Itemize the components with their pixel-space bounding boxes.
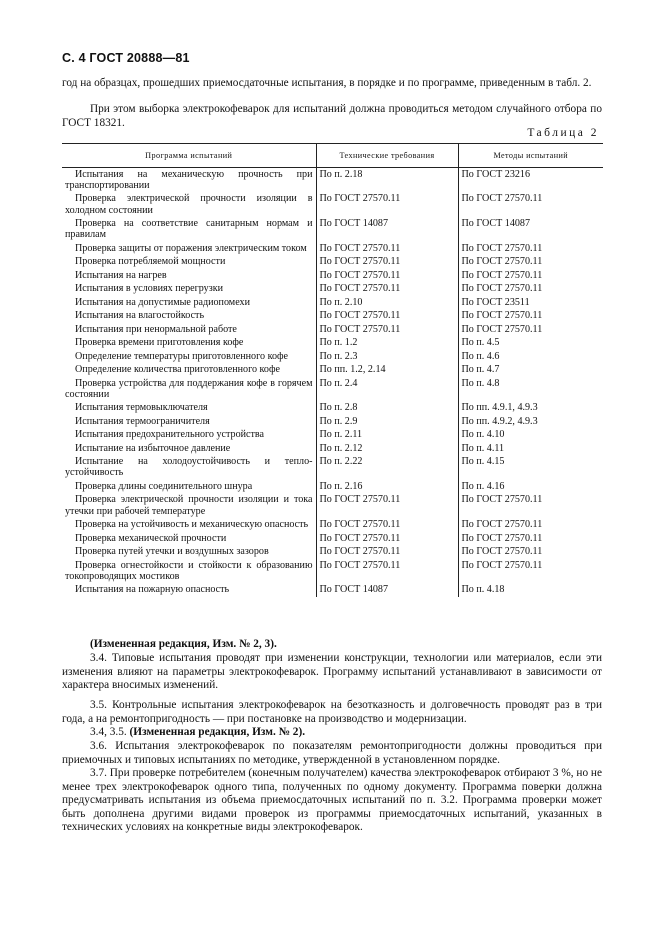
table-row — [62, 336, 603, 349]
table-row — [62, 323, 603, 336]
table-row — [62, 363, 603, 376]
table-row — [62, 193, 603, 218]
cell-method: По п. 4.7 — [458, 363, 603, 376]
cell-program: Испытание на холодоустойчивость и тепло-устойчивость — [65, 456, 313, 479]
cell-requirement: По ГОСТ 27570.11 — [316, 193, 458, 218]
cell-method: По ГОСТ 23511 — [458, 296, 603, 309]
cell-program: Испытания при ненормальной работе — [75, 323, 237, 335]
table-row — [62, 545, 603, 558]
paragraph-3-6: 3.6. Испытания электрокофеварок по показателям ремонтопригодности должны проводиться при приемочных и типовых испытаниях по методике, утвержденной в установленном порядке. — [62, 740, 602, 766]
cell-requirement: По ГОСТ 27570.11 — [316, 532, 458, 545]
amendment-note-1 — [62, 638, 602, 652]
cell-program: Проверка огнестойкости и стойкости к образованию токопроводящих мостиков — [65, 559, 313, 582]
table-row — [62, 350, 603, 363]
cell-method: По ГОСТ 27570.11 — [458, 559, 603, 584]
cell-method: По ГОСТ 27570.11 — [458, 242, 603, 255]
cell-requirement: По п. 2.18 — [316, 168, 458, 193]
intro-paragraph-1: год на образцах, прошедших приемосдаточные испытания, в порядке и по программе, приведенным в табл. 2. — [62, 77, 592, 89]
cell-program: Испытания на пожарную опасность — [75, 584, 230, 596]
intro-paragraph-2: При этом выборка электрокофеварок для испытаний должна проводиться методом случайного отбора по ГОСТ 18321. — [62, 103, 602, 129]
cell-method: По пп. 4.9.1, 4.9.3 — [458, 402, 603, 415]
cell-method: По ГОСТ 27570.11 — [458, 494, 603, 519]
cell-program: Испытания предохранительного устройства — [75, 429, 265, 441]
cell-requirement: По ГОСТ 27570.11 — [316, 256, 458, 269]
table-row — [62, 242, 603, 255]
cell-requirement: По ГОСТ 27570.11 — [316, 545, 458, 558]
cell-method: По ГОСТ 27570.11 — [458, 309, 603, 322]
paragraph-3-5: 3.5. Контрольные испытания электрокофеварок на безотказность и долговечность проводят раз в три года, а на ремонтопригодность — при постановке на производство и модернизации. — [62, 699, 602, 725]
cell-requirement: По ГОСТ 14087 — [316, 217, 458, 242]
cell-program: Испытание на избыточное давление — [75, 442, 231, 454]
cell-method: По п. 4.6 — [458, 350, 603, 363]
table-row — [62, 256, 603, 269]
cell-method: По ГОСТ 27570.11 — [458, 193, 603, 218]
table-row — [62, 480, 603, 493]
table-row — [62, 402, 603, 415]
table-row — [62, 296, 603, 309]
cell-program: Испытания термоограничителя — [75, 415, 210, 427]
cell-requirement: По ГОСТ 27570.11 — [316, 559, 458, 584]
cell-program: Испытания на механическую прочность при транспортировании — [65, 168, 313, 191]
cell-method: По ГОСТ 27570.11 — [458, 545, 603, 558]
cell-method: По п. 4.10 — [458, 429, 603, 442]
cell-program: Проверка электрической прочности изоляции и тока утечки при рабочей температуре — [65, 494, 313, 517]
cell-requirement: По п. 2.8 — [316, 402, 458, 415]
paragraph-3-7: 3.7. При проверке потребителем (конечным получателем) качества электрокофеварок отбирают 3 %, но не менее трех электрокофеварок одного типа, полученных по одному документу. Программа поверки должна предусматривать испытания из объема приемосдаточных испытаний по п. 3.2. Программа проверки может быть дополнена другими видами проверок из программы приемосдаточных испытаний, указанных в технических условиях на конкретные виды электрокофеварок. — [62, 767, 602, 833]
table-row — [62, 559, 603, 584]
cell-requirement: По п. 2.3 — [316, 350, 458, 363]
cell-method: По ГОСТ 27570.11 — [458, 256, 603, 269]
cell-method: По ГОСТ 14087 — [458, 217, 603, 242]
table-body — [62, 168, 603, 598]
cell-program: Проверка электрической прочности изоляции в холодном состоянии — [65, 193, 313, 216]
table-row — [62, 456, 603, 481]
cell-program: Проверка путей утечки и воздушных зазоров — [75, 546, 269, 558]
cell-requirement: По ГОСТ 14087 — [316, 584, 458, 597]
cell-program: Испытания на влагостойкость — [75, 310, 205, 322]
cell-method: По ГОСТ 27570.11 — [458, 269, 603, 282]
cell-requirement: По п. 2.10 — [316, 296, 458, 309]
cell-method: По ГОСТ 27570.11 — [458, 323, 603, 336]
cell-method: По п. 4.8 — [458, 377, 603, 402]
amendment-text-2: (Измененная редакция, Изм. № 2). — [129, 726, 306, 738]
header-program: Программа испытаний — [62, 144, 316, 168]
amendment-note-2 — [62, 726, 602, 740]
cell-requirement: По пп. 1.2, 2.14 — [316, 363, 458, 376]
cell-requirement: По ГОСТ 27570.11 — [316, 518, 458, 531]
cell-program: Испытания термовыключателя — [75, 402, 208, 414]
cell-requirement: По ГОСТ 27570.11 — [316, 283, 458, 296]
page-header: С. 4 ГОСТ 20888—81 — [62, 51, 190, 65]
cell-method: По п. 4.18 — [458, 584, 603, 597]
cell-program: Испытания в условиях перегрузки — [75, 283, 224, 295]
cell-requirement: По п. 2.9 — [316, 415, 458, 428]
tests-table — [62, 143, 603, 597]
cell-requirement: По п. 2.12 — [316, 442, 458, 455]
cell-program: Испытания на допустимые радиопомехи — [75, 296, 250, 308]
cell-program: Определение количества приготовленного кофе — [75, 364, 280, 376]
cell-requirement: По ГОСТ 27570.11 — [316, 309, 458, 322]
cell-method: По ГОСТ 23216 — [458, 168, 603, 193]
table-row — [62, 532, 603, 545]
amendment-text-1: (Измененная редакция, Изм. № 2, 3). — [90, 638, 277, 650]
cell-method: По ГОСТ 27570.11 — [458, 532, 603, 545]
cell-method: По ГОСТ 27570.11 — [458, 518, 603, 531]
cell-requirement: По ГОСТ 27570.11 — [316, 269, 458, 282]
table-row — [62, 309, 603, 322]
table-row — [62, 442, 603, 455]
cell-requirement: По п. 2.16 — [316, 480, 458, 493]
table-row — [62, 283, 603, 296]
cell-requirement: По ГОСТ 27570.11 — [316, 242, 458, 255]
table-row — [62, 217, 603, 242]
cell-program: Проверка устройства для поддержания кофе в горячем состоянии — [65, 377, 313, 400]
table-row — [62, 168, 603, 193]
cell-requirement: По п. 2.11 — [316, 429, 458, 442]
cell-program: Проверка времени приготовления кофе — [75, 337, 244, 349]
cell-program: Проверка на устойчивость и механическую опасность — [75, 519, 309, 531]
cell-method: По п. 4.15 — [458, 456, 603, 481]
cell-program: Проверка механической прочности — [75, 532, 227, 544]
table-caption: Таблица 2 — [527, 127, 599, 139]
header-requirements: Технические требования — [316, 144, 458, 168]
table-header-row — [62, 144, 603, 168]
table-row — [62, 415, 603, 428]
table-row — [62, 518, 603, 531]
table-row — [62, 584, 603, 597]
cell-program: Определение температуры приготовленного кофе — [75, 350, 289, 362]
cell-method: По п. 4.16 — [458, 480, 603, 493]
table-row — [62, 494, 603, 519]
cell-requirement: По ГОСТ 27570.11 — [316, 494, 458, 519]
paragraph-3-4: 3.4. Типовые испытания проводят при изменении конструкции, технологии или материалов, если эти изменения влияют на параметры электрокофеварок. Программу испытаний устанавливают в зависимости от характера вносимых изменений. — [62, 652, 602, 691]
cell-method: По ГОСТ 27570.11 — [458, 283, 603, 296]
cell-program: Проверка защиты от поражения электрическим током — [75, 242, 307, 254]
cell-program: Проверка на соответствие санитарным нормам и правилам — [65, 218, 313, 241]
table-row — [62, 429, 603, 442]
cell-method: По п. 4.11 — [458, 442, 603, 455]
cell-program: Испытания на нагрев — [75, 269, 167, 281]
header-methods: Методы испытаний — [458, 144, 603, 168]
cell-method: По пп. 4.9.2, 4.9.3 — [458, 415, 603, 428]
cell-method: По п. 4.5 — [458, 336, 603, 349]
table-row — [62, 377, 603, 402]
cell-requirement: По ГОСТ 27570.11 — [316, 323, 458, 336]
cell-requirement: По п. 2.22 — [316, 456, 458, 481]
cell-program: Проверка длины соединительного шнура — [75, 480, 253, 492]
cell-program: Проверка потребляемой мощности — [75, 256, 226, 268]
table-row — [62, 269, 603, 282]
cell-requirement: По п. 2.4 — [316, 377, 458, 402]
amendment-ref-2: 3.4, 3.5. — [90, 726, 127, 738]
cell-requirement: По п. 1.2 — [316, 336, 458, 349]
